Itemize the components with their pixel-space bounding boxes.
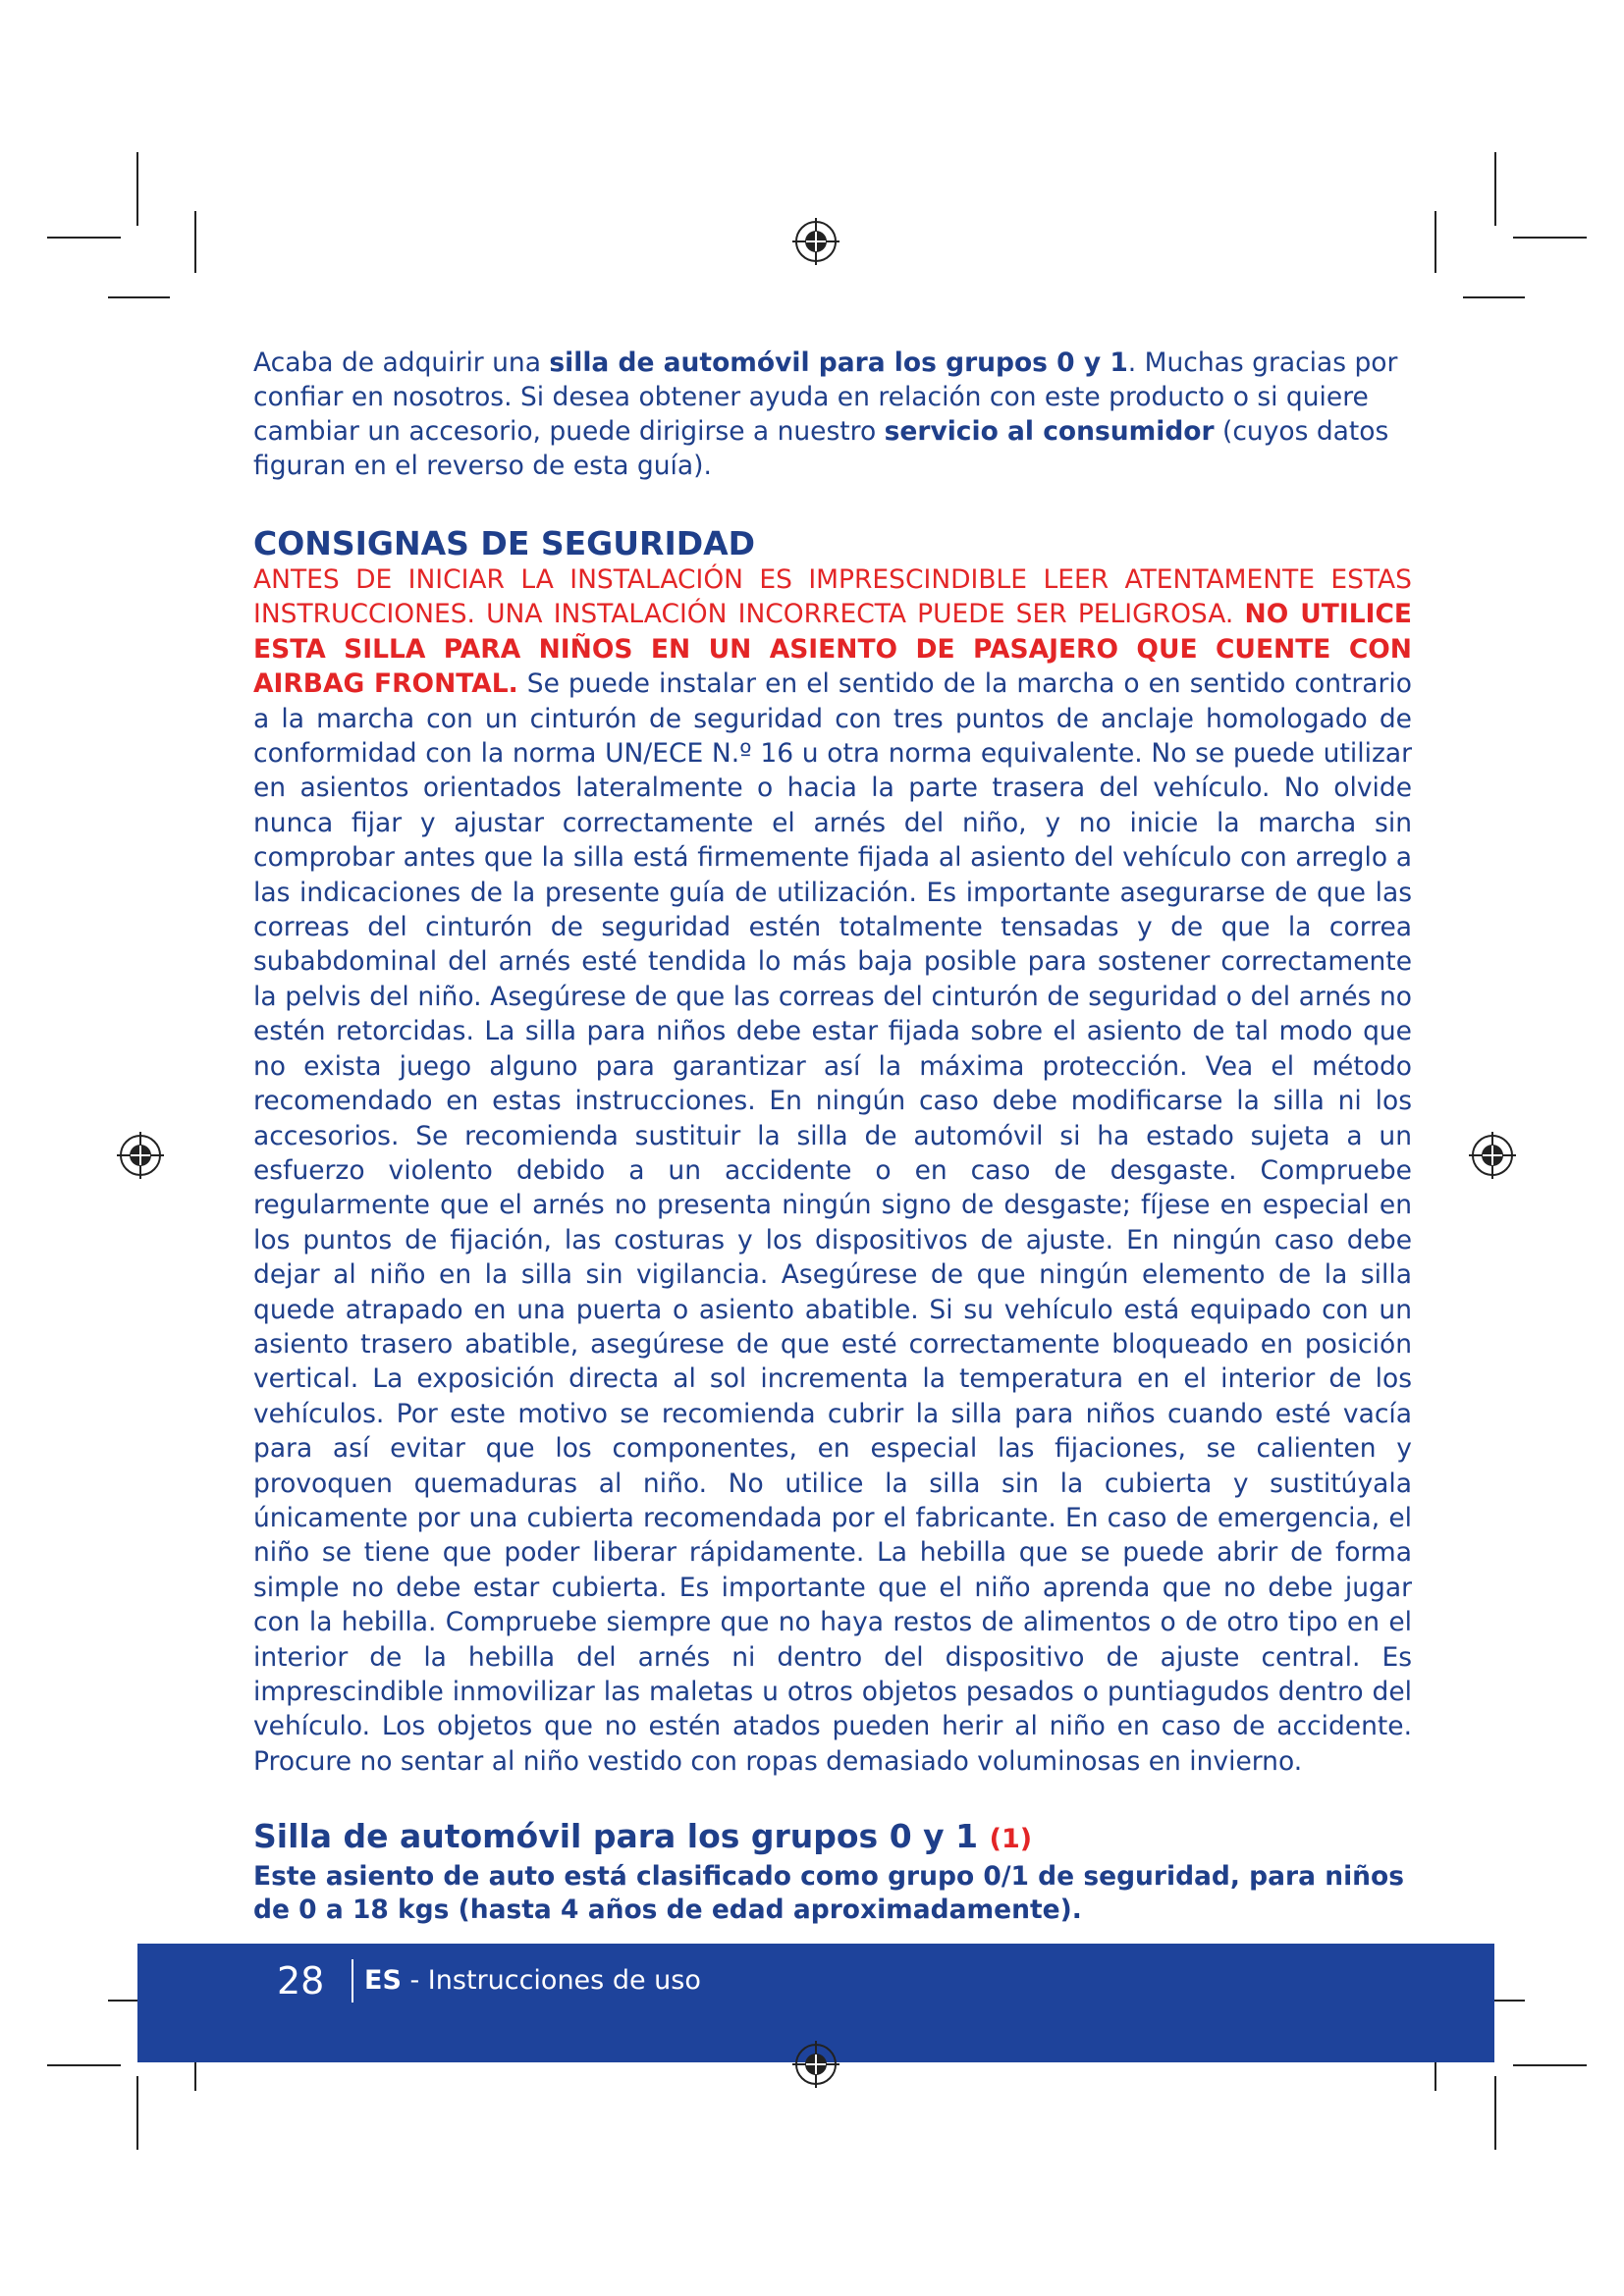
crop-mark xyxy=(1513,237,1587,239)
registration-mark-icon xyxy=(790,2039,841,2090)
crop-mark xyxy=(194,211,196,273)
footer-label: ES - Instrucciones de uso xyxy=(364,1965,701,1996)
registration-mark-icon xyxy=(115,1130,166,1181)
crop-mark xyxy=(108,296,170,298)
crop-mark xyxy=(1513,2064,1587,2066)
crop-mark xyxy=(1463,296,1525,298)
registration-mark-icon xyxy=(1467,1130,1518,1181)
safety-heading: CONSIGNAS DE SEGURIDAD xyxy=(253,524,756,562)
seat-description: Este asiento de auto está clasificado como grupo 0/1 de seguridad, para niños de 0 a 18 kgs (hasta 4 años de edad aproximadamente). xyxy=(253,1861,1405,1926)
intro-paragraph: Acaba de adquirir una silla de automóvil para los grupos 0 y 1. Muchas gracias por confiar en nosotros. Si desea obtener ayuda en relación con este producto o si quiere cambiar un accesorio, puede dirigirse a nuestro servicio al consumidor (cuyos datos figuran en el reverso de esta guía). xyxy=(253,347,1398,481)
crop-mark xyxy=(136,152,138,226)
crop-mark xyxy=(1435,211,1436,273)
footer-divider xyxy=(352,1959,353,2002)
safety-body: Se puede instalar en el sentido de la marcha o en sentido contrario a la marcha con un cinturón de seguridad con tres puntos de anclaje homologado de conformidad con la norma UN/ECE N.º 16 u otra norma equivalente. No se puede utilizar en asientos orientados lateralmente o hacia la parte trasera del vehículo. No olvide nunca fijar y ajustar correctamente el arnés del niño, y no inicie la marcha sin comprobar antes que la silla está firmemente fijada al asiento del vehículo con arreglo a las indicaciones de la presente guía de utilización. Es importante asegurarse de que las correas del cinturón de seguridad estén totalmente tensadas y de que la correa subabdominal del arnés esté tendida lo más baja posible para sostener correctamente la pelvis del niño. Asegúrese de que las correas del cinturón de seguridad o del arnés no estén retorcidas. La silla para niños debe estar fijada sobre el asiento de tal modo que no exista juego alguno para garantizar así la máxima protección. Vea el método recomendado en estas instrucciones. En ningún caso debe modificarse la silla ni los accesorios. Se recomienda sustituir la silla de automóvil si ha estado sujeta a un esfuerzo violento debido a un accidente o en caso de desgaste. Compruebe regularmente que el arnés no presenta ningún signo de desgaste; fíjese en especial en los puntos de fijación, las costuras y los dispositivos de ajuste. En ningún caso debe dejar al niño en la silla sin vigilancia. Asegúrese de que ningún elemento de la silla quede atrapado en una puerta o asiento abatible. Si su vehículo está equipado con un asiento trasero abatible, asegúrese de que esté correctamente bloqueado en posición vertical. La exposición directa al sol incrementa la temperatura en el interior de los vehículos. Por este motivo se recomienda cubrir la silla para niños cuando esté vacía para así evitar que los componentes, en especial las fijaciones, se calienten y provoquen quemaduras al niño. No utilice la silla sin la cubierta y sustitúyala únicamente por una cubierta recomendada por el fabricante. En caso de emergencia, el niño se tiene que poder liberar rápidamente. La hebilla que se puede abrir de forma simple no debe estar cubierta. Es importante que el niño aprenda que no debe jugar con la hebilla. Compruebe siempre que no haya restos de alimentos o de otro tipo en el interior de la hebilla del arnés ni dentro del dispositivo de ajuste central. Es imprescindible inmovilizar las maletas u otros objetos pesados o puntiagudos dentro del vehículo. Los objetos que no estén atados pueden herir al niño en caso de accidente. Procure no sentar al niño vestido con ropas demasiado voluminosas en invierno. xyxy=(253,668,1412,1777)
crop-mark xyxy=(47,237,121,239)
safety-warning: ANTES DE INICIAR LA INSTALACIÓN ES IMPRESCINDIBLE LEER ATENTAMENTE ESTAS INSTRUCCIONES. UNA INSTALACIÓN INCORRECTA PUEDE SER PELIGROSA. xyxy=(253,564,1412,630)
safety-warning-bold: NO UTILICE ESTA SILLA PARA NIÑOS EN UN ASIENTO DE PASAJERO QUE CUENTE CON AIRBAG FRONTAL. xyxy=(253,599,1412,700)
page-number: 28 xyxy=(277,1959,325,2002)
safety-paragraph xyxy=(253,562,1412,1779)
main-content xyxy=(253,346,1412,1927)
crop-mark xyxy=(1494,152,1496,226)
registration-mark-icon xyxy=(790,216,841,267)
crop-mark xyxy=(1494,2076,1496,2150)
crop-mark xyxy=(136,2076,138,2150)
seat-ref: (1) xyxy=(989,1824,1033,1855)
crop-mark xyxy=(47,2064,121,2066)
seat-heading: Silla de automóvil para los grupos 0 y 1 (1) xyxy=(253,1817,1033,1856)
